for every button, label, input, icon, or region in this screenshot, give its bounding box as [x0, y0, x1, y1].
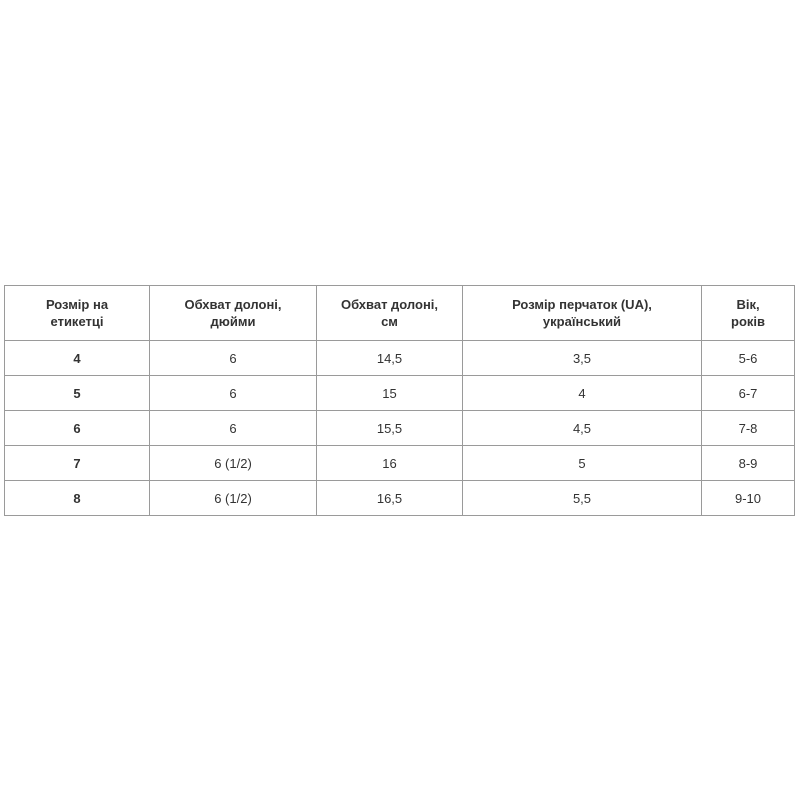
- header-age-line1: Вік,: [736, 297, 760, 312]
- cell-glove-size-ua: 4,5: [463, 411, 702, 446]
- size-chart-table: [4, 285, 795, 516]
- cell-palm-cm: 16,5: [317, 481, 463, 516]
- cell-age: 6-7: [702, 376, 795, 411]
- header-palm-inches: [150, 286, 317, 341]
- header-row: [5, 286, 795, 341]
- cell-glove-size-ua: 4: [463, 376, 702, 411]
- header-palm-inches-line1: Обхват долоні,: [184, 297, 282, 312]
- header-age: [702, 286, 795, 341]
- table-row: [5, 376, 795, 411]
- cell-age: 8-9: [702, 446, 795, 481]
- table-row: [5, 446, 795, 481]
- cell-label-size: 5: [5, 376, 150, 411]
- cell-palm-cm: 15,5: [317, 411, 463, 446]
- cell-label-size: 6: [5, 411, 150, 446]
- cell-glove-size-ua: 5: [463, 446, 702, 481]
- cell-palm-inches: 6 (1/2): [150, 446, 317, 481]
- cell-palm-cm: 16: [317, 446, 463, 481]
- header-glove-size-ua: [463, 286, 702, 341]
- header-age-line2: років: [731, 314, 765, 329]
- cell-label-size: 7: [5, 446, 150, 481]
- cell-palm-inches: 6: [150, 376, 317, 411]
- cell-palm-cm: 15: [317, 376, 463, 411]
- header-label-size-line1: Розмір на: [45, 297, 109, 312]
- cell-palm-inches: 6: [150, 341, 317, 376]
- header-palm-cm: [317, 286, 463, 341]
- header-label-size: [5, 286, 150, 341]
- table-row: [5, 411, 795, 446]
- table-header: [5, 286, 795, 341]
- table-row: [5, 481, 795, 516]
- cell-age: 9-10: [702, 481, 795, 516]
- table-body: [5, 341, 795, 516]
- cell-palm-cm: 14,5: [317, 341, 463, 376]
- header-glove-size-ua-line2: український: [542, 314, 622, 329]
- cell-age: 5-6: [702, 341, 795, 376]
- cell-glove-size-ua: 5,5: [463, 481, 702, 516]
- table-row: [5, 341, 795, 376]
- header-palm-cm-line2: см: [381, 314, 398, 329]
- cell-label-size: 4: [5, 341, 150, 376]
- header-label-size-line2: етикетці: [50, 314, 104, 329]
- cell-glove-size-ua: 3,5: [463, 341, 702, 376]
- header-glove-size-ua-line1: Розмір перчаток (UA),: [512, 297, 652, 312]
- cell-age: 7-8: [702, 411, 795, 446]
- cell-label-size: 8: [5, 481, 150, 516]
- cell-palm-inches: 6 (1/2): [150, 481, 317, 516]
- header-palm-inches-line2: дюйми: [210, 314, 256, 329]
- header-palm-cm-line1: Обхват долоні,: [340, 297, 439, 312]
- cell-palm-inches: 6: [150, 411, 317, 446]
